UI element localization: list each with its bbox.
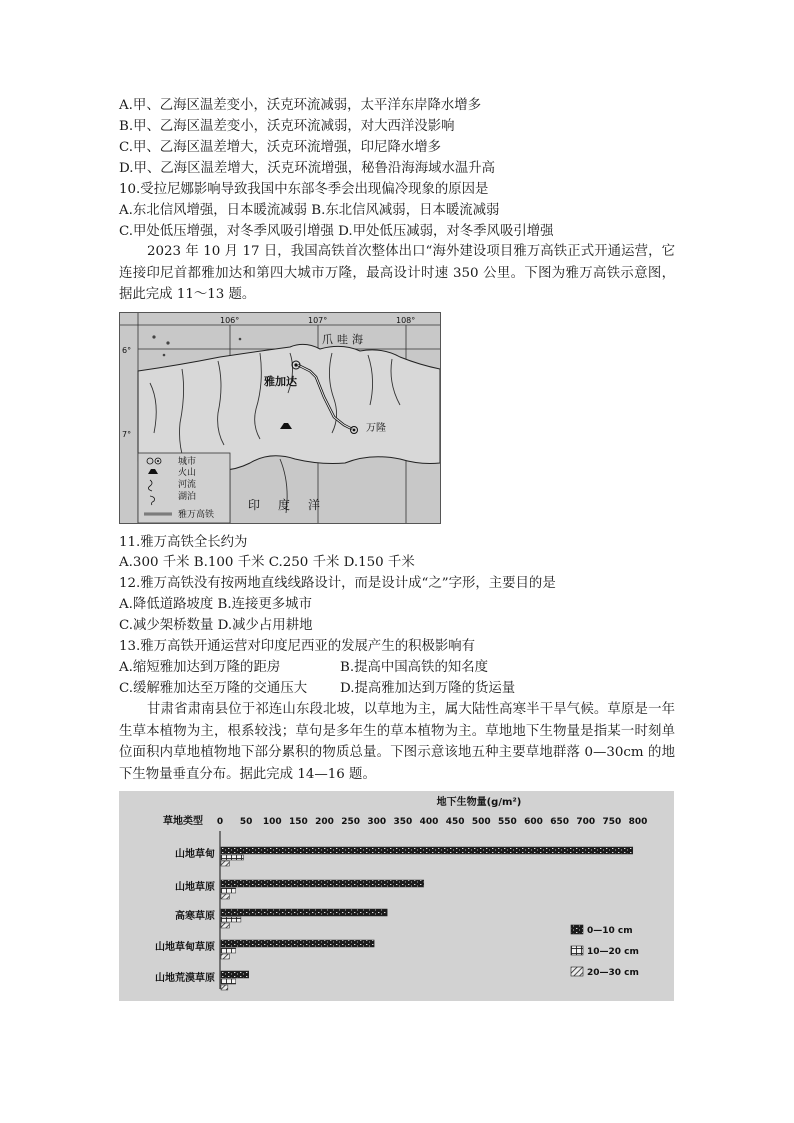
q12-options-line2: C.减少架桥数量 D.减少占用耕地 <box>119 618 313 633</box>
x-tick-label: 250 <box>341 817 361 827</box>
lon-label-107: 107° <box>308 316 328 325</box>
x-tick-label: 550 <box>497 817 517 827</box>
x-tick-label: 150 <box>288 817 308 827</box>
category-label: 山地荒漠草原 <box>155 973 215 984</box>
bar-20-30cm <box>221 894 229 899</box>
lat-label-6: 6° <box>122 346 132 355</box>
legend-label: 10—20 cm <box>587 947 639 957</box>
legend-volcano: 火山 <box>178 468 197 478</box>
q13-stem: 13.雅万高铁开通运营对印度尼西亚的发展产生的积极影响有 <box>119 639 476 654</box>
legend-lake: 湖泊 <box>178 492 197 502</box>
map-legend <box>138 453 230 523</box>
x-tick-label: 650 <box>550 817 570 827</box>
legend-swatch <box>571 946 583 955</box>
sea-label-java: 爪哇海 <box>322 333 367 346</box>
bar-0-10cm <box>221 847 633 854</box>
q10-stem: 10.受拉尼娜影响导致我国中东部冬季会出现偏冷现象的原因是 <box>119 182 489 197</box>
bar-20-30cm <box>221 985 228 990</box>
x-tick-label: 350 <box>393 817 413 827</box>
x-tick-label: 500 <box>471 817 491 827</box>
bar-20-30cm <box>221 923 229 928</box>
q9-option-c: C.甲、乙海区温差增大，沃克环流增强，印尼降水增多 <box>119 140 442 155</box>
q9-option-b: B.甲、乙海区温差变小，沃克环流减弱，对大西洋没影响 <box>119 119 455 134</box>
chart-title: 地下生物量(g/m²) <box>436 797 522 808</box>
x-tick-label: 450 <box>445 817 465 827</box>
x-tick-label: 50 <box>239 817 253 827</box>
bar-0-10cm <box>221 880 424 887</box>
q11-options: A.300 千米 B.100 千米 C.250 千米 D.150 千米 <box>119 555 415 570</box>
bar-20-30cm <box>221 954 229 959</box>
rail-map-figure <box>119 312 441 524</box>
biomass-chart <box>119 791 674 1001</box>
x-tick-label: 200 <box>315 817 334 827</box>
q10-options-line2: C.甲处低压增强，对冬季风吸引增强 D.甲处低压减弱，对冬季风吸引增强 <box>119 224 554 239</box>
legend-railway: 雅万高铁 <box>178 510 215 520</box>
x-tick-label: 600 <box>524 817 543 827</box>
q13-option-d: D.提高雅加达到万隆的货运量 <box>340 681 516 696</box>
bar-0-10cm <box>221 909 387 916</box>
bar-10-20cm <box>221 888 236 893</box>
category-label: 高寒草原 <box>175 911 215 922</box>
x-tick-label: 400 <box>419 817 439 827</box>
passage-high-speed-rail: 2023 年 10 月 17 日，我国高铁首次整体出口“海外建设项目雅万高铁正式开通运营，它连接印尼首都雅加达和第四大城市万隆，最高设计时速 350 公里。下图为雅万高铁示意图，据此完成 11～13 题。 <box>119 244 675 302</box>
category-label: 山地草甸草原 <box>155 942 215 953</box>
legend-river: 河流 <box>178 480 197 490</box>
legend-label: 0—10 cm <box>587 926 633 936</box>
q13-option-b: B.提高中国高铁的知名度 <box>340 660 489 675</box>
q13-option-a: A.缩短雅加达到万隆的距房 <box>119 660 281 675</box>
lon-label-106: 106° <box>220 316 240 325</box>
x-tick-label: 100 <box>262 817 282 827</box>
ocean-label-indian: 印度洋 <box>248 498 339 512</box>
bar-0-10cm <box>221 971 249 978</box>
x-tick-label: 750 <box>602 817 622 827</box>
lat-label-7: 7° <box>122 430 132 439</box>
java-land <box>138 344 440 470</box>
q11-stem: 11.雅万高铁全长约为 <box>119 535 248 550</box>
q13-option-c: C.缓解雅加达至万隆的交通压大 <box>119 681 308 696</box>
city-label-jakarta: 雅加达 <box>264 375 297 388</box>
lon-label-108: 108° <box>396 316 416 325</box>
passage-grassland: 甘肃省肃南县位于祁连山东段北坡，以草地为主，属大陆性高寒半干旱气候。草原是一年生草本植物为主，根系较浅；草句是多年生的草本植物为主。草地地下生物量是指某一时刻单位面积内草地植物地下部分累积的物质总量。下图示意该地五种主要草地群落 0—30cm 的地下生物量垂直分布。据此完成 14—16 题。 <box>119 702 675 782</box>
legend-city: 城市 <box>178 457 197 467</box>
category-label: 山地草甸 <box>175 849 215 860</box>
q9-option-d: D.甲、乙海区温差增大，沃克环流增强，秘鲁沿海海域水温升高 <box>119 161 496 176</box>
x-tick-label: 700 <box>576 817 596 827</box>
x-tick-label: 300 <box>367 817 387 827</box>
q12-options-line1: A.降低道路坡度 B.连接更多城市 <box>119 597 312 612</box>
bar-10-20cm <box>221 948 236 953</box>
bar-10-20cm <box>221 917 241 922</box>
q9-option-a: A.甲、乙海区温差变小，沃克环流减弱，太平洋东岸降水增多 <box>119 98 482 113</box>
city-label-bandung: 万隆 <box>366 423 386 434</box>
q10-options-line1: A.东北信风增强，日本暖流减弱 B.东北信风减弱，日本暖流减弱 <box>119 203 500 218</box>
bar-20-30cm <box>221 861 229 866</box>
bar-0-10cm <box>221 940 374 947</box>
legend-swatch <box>571 967 583 976</box>
x-tick-label: 800 <box>628 817 648 827</box>
legend-swatch <box>571 925 583 934</box>
q12-stem: 12.雅万高铁没有按两地直线线路设计，而是设计成“之”字形，主要目的是 <box>119 576 556 591</box>
legend-label: 20—30 cm <box>587 968 639 978</box>
category-header: 草地类型 <box>163 816 203 827</box>
x-tick-label: 0 <box>216 817 224 827</box>
bar-10-20cm <box>221 855 244 860</box>
category-label: 山地草原 <box>175 882 215 893</box>
bar-10-20cm <box>221 979 236 984</box>
